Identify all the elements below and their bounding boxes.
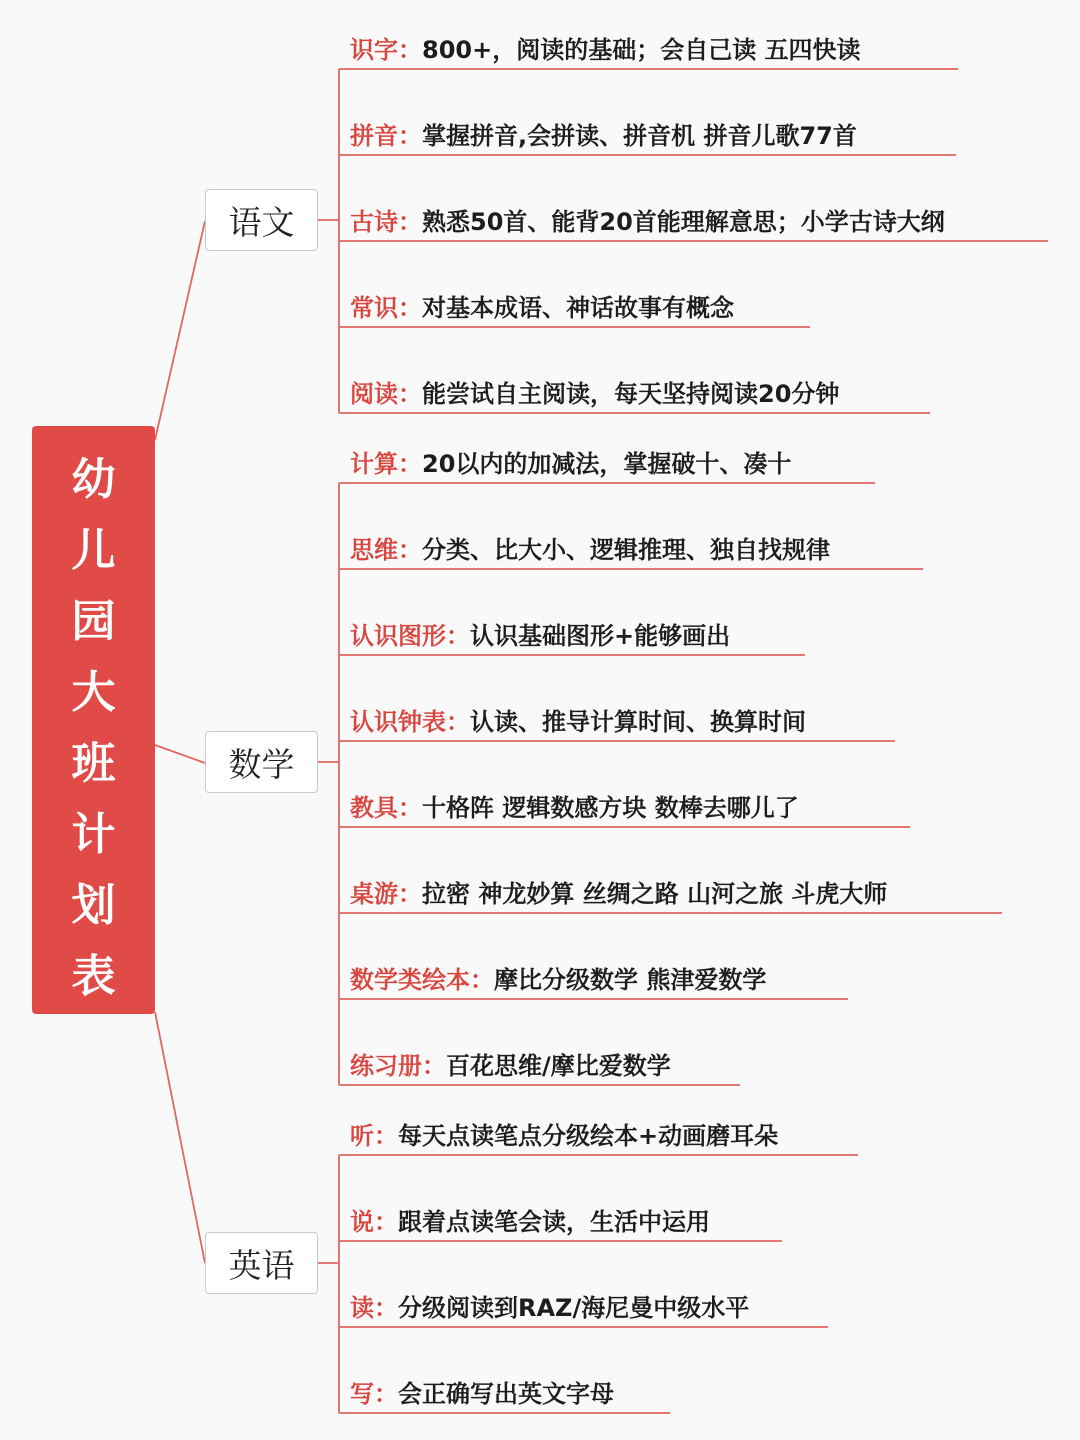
branch-item xyxy=(350,205,945,239)
item-text: 掌握拼音,会拼读、拼音机 拼音儿歌77首 xyxy=(422,122,857,150)
label-separator: ： xyxy=(470,966,494,994)
item-label: 说 xyxy=(350,1208,374,1236)
branch-item xyxy=(350,447,791,481)
item-text: 800+，阅读的基础；会自己读 五四快读 xyxy=(422,36,861,64)
branch-item xyxy=(350,33,861,67)
branch-item xyxy=(350,705,806,739)
root-title-char: 班 xyxy=(71,738,116,789)
root-title-char: 计 xyxy=(71,809,116,860)
branch-item xyxy=(350,1291,749,1325)
label-separator: ： xyxy=(398,36,422,64)
category-math: 数学 xyxy=(205,731,318,793)
item-text: 认识基础图形+能够画出 xyxy=(470,622,731,650)
root-title-char: 划 xyxy=(71,880,116,931)
root-connector-english xyxy=(155,1012,205,1263)
branch-item xyxy=(350,1049,671,1083)
branch-item xyxy=(350,963,766,997)
label-separator: ： xyxy=(422,1052,446,1080)
label-separator: ： xyxy=(398,208,422,236)
label-separator: ： xyxy=(398,122,422,150)
category-chinese: 语文 xyxy=(205,189,318,251)
item-label: 阅读 xyxy=(350,380,398,408)
item-label: 古诗 xyxy=(350,208,398,236)
item-label: 桌游 xyxy=(350,880,398,908)
item-label: 教具 xyxy=(350,794,398,822)
item-text: 对基本成语、神话故事有概念 xyxy=(422,294,734,322)
item-label: 拼音 xyxy=(350,122,398,150)
root-title-char: 园 xyxy=(71,596,116,647)
item-label: 读 xyxy=(350,1294,374,1322)
root-connector-math xyxy=(155,745,205,763)
item-text: 20以内的加减法，掌握破十、凑十 xyxy=(422,450,792,478)
label-separator: ： xyxy=(446,622,470,650)
item-label: 常识 xyxy=(350,294,398,322)
item-label: 认识钟表 xyxy=(350,708,446,736)
item-label: 练习册 xyxy=(350,1052,422,1080)
label-separator: ： xyxy=(398,794,422,822)
item-label: 听 xyxy=(350,1122,374,1150)
branch-item xyxy=(350,291,734,325)
branch-item xyxy=(350,791,799,825)
label-separator: ： xyxy=(446,708,470,736)
label-separator: ： xyxy=(398,380,422,408)
item-text: 分级阅读到RAZ/海尼曼中级水平 xyxy=(398,1294,750,1322)
label-separator: ： xyxy=(398,294,422,322)
item-text: 认读、推导计算时间、换算时间 xyxy=(470,708,806,736)
root-title-char: 儿 xyxy=(71,525,116,576)
item-label: 识字 xyxy=(350,36,398,64)
branch-item xyxy=(350,119,857,153)
label-separator: ： xyxy=(374,1294,398,1322)
item-text: 能尝试自主阅读，每天坚持阅读20分钟 xyxy=(422,380,840,408)
item-text: 摩比分级数学 熊津爱数学 xyxy=(494,966,767,994)
item-text: 每天点读笔点分级绘本+动画磨耳朵 xyxy=(398,1122,779,1150)
branch-item xyxy=(350,1205,710,1239)
item-label: 数学类绘本 xyxy=(350,966,470,994)
item-text: 跟着点读笔会读，生活中运用 xyxy=(398,1208,710,1236)
item-label: 计算 xyxy=(350,450,398,478)
root-connector-chinese xyxy=(155,221,205,440)
item-label: 思维 xyxy=(350,536,398,564)
root-title-char: 大 xyxy=(71,667,116,718)
label-separator: ： xyxy=(398,450,422,478)
root-title-box xyxy=(32,426,155,1014)
branch-item xyxy=(350,619,730,653)
item-label: 写 xyxy=(350,1380,374,1408)
item-text: 会正确写出英文字母 xyxy=(398,1380,614,1408)
root-title-char: 幼 xyxy=(71,454,116,505)
item-text: 拉密 神龙妙算 丝绸之路 山河之旅 斗虎大师 xyxy=(422,880,888,908)
branch-item xyxy=(350,1377,614,1411)
item-text: 熟悉50首、能背20首能理解意思；小学古诗大纲 xyxy=(422,208,945,236)
label-separator: ： xyxy=(374,1122,398,1150)
branch-item xyxy=(350,1119,778,1153)
label-separator: ： xyxy=(374,1380,398,1408)
item-label: 认识图形 xyxy=(350,622,446,650)
branch-item xyxy=(350,877,887,911)
label-separator: ： xyxy=(374,1208,398,1236)
label-separator: ： xyxy=(398,880,422,908)
label-separator: ： xyxy=(398,536,422,564)
branch-item xyxy=(350,377,839,411)
item-text: 十格阵 逻辑数感方块 数棒去哪儿了 xyxy=(422,794,799,822)
branch-item xyxy=(350,533,830,567)
root-title-char: 表 xyxy=(71,951,116,1002)
category-english: 英语 xyxy=(205,1232,318,1294)
item-text: 百花思维/摩比爱数学 xyxy=(446,1052,671,1080)
item-text: 分类、比大小、逻辑推理、独自找规律 xyxy=(422,536,830,564)
